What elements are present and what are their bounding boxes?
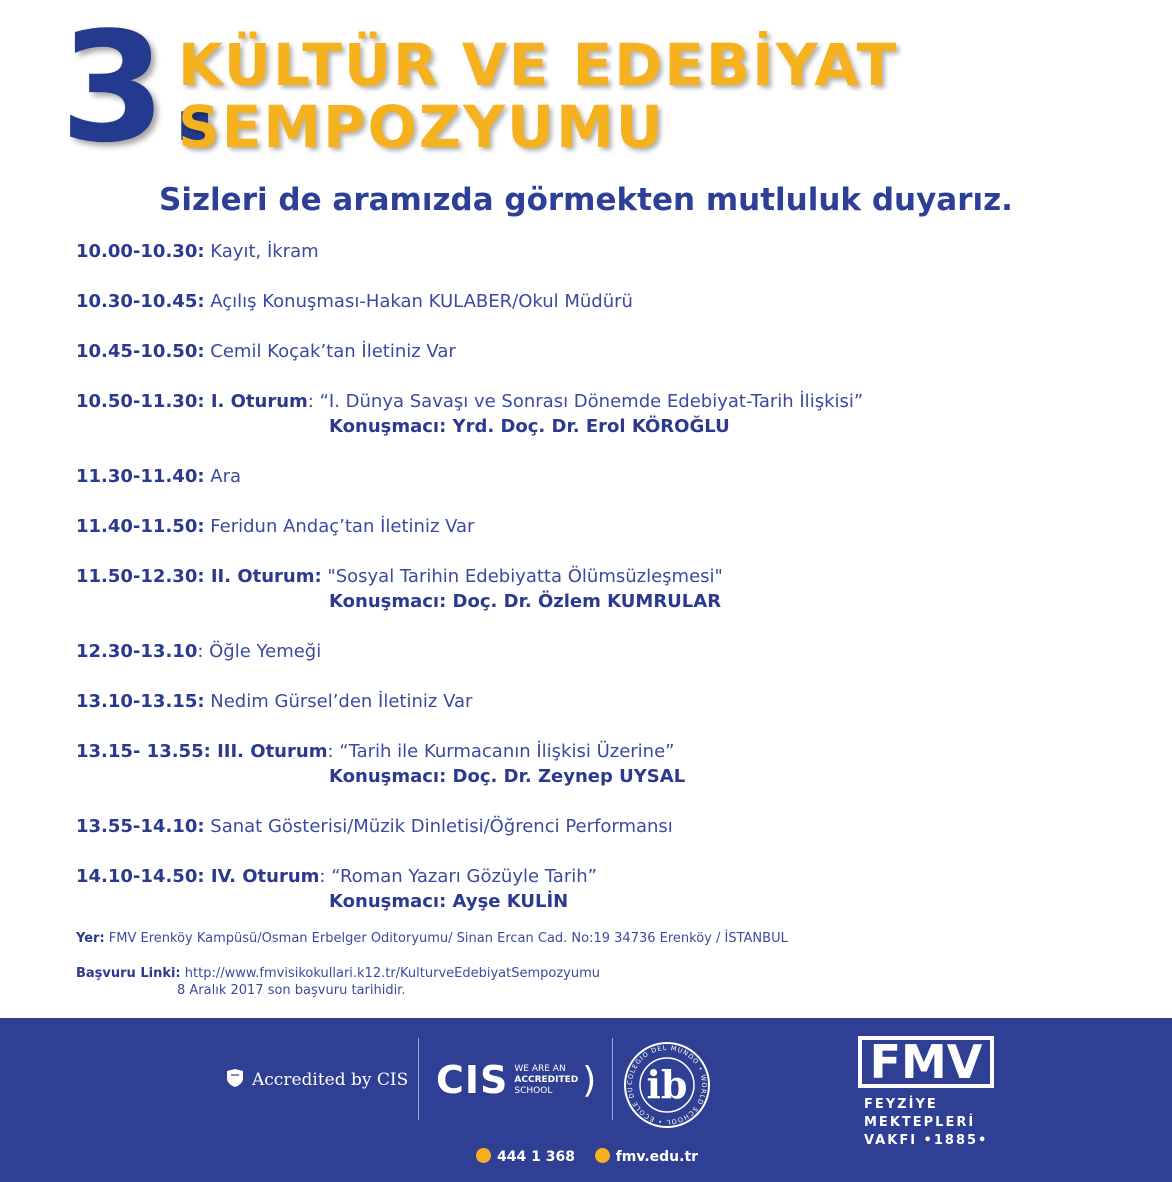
time: 12.30-13.10 xyxy=(76,641,198,662)
cis-accreditation xyxy=(226,1068,408,1090)
description: : “I. Dünya Savaşı ve Sonrası Dönemde Edebiyat-Tarih İlişkisi” xyxy=(307,391,864,412)
application-label: Başvuru Linki: xyxy=(76,966,181,981)
cis-small-line: ACCREDITED xyxy=(514,1074,579,1085)
cis-small-line: SCHOOL xyxy=(514,1085,553,1096)
speaker: Konuşmacı: Ayşe KULİN xyxy=(329,891,569,912)
symposium-number: 3. xyxy=(60,0,224,176)
cis-logo-text: CIS xyxy=(436,1058,509,1102)
website[interactable]: fmv.edu.tr xyxy=(615,1149,699,1165)
program-item xyxy=(76,563,1136,638)
cis-logo-small xyxy=(514,1064,578,1097)
program-item xyxy=(76,638,1136,688)
fmv-name-line: FEYZİYE xyxy=(864,1097,938,1112)
time: 13.55-14.10: xyxy=(76,816,205,837)
time: 11.50-12.30: xyxy=(76,566,205,587)
description: : “Tarih ile Kurmacanın İlişkisi Üzerine” xyxy=(327,741,675,762)
fmv-logo xyxy=(858,1036,994,1150)
ib-ring-text: COLEGIO DEL MUNDO • WORLD SCHOOL • ÉCOLE DU xyxy=(625,1043,709,1127)
time: 10.50-11.30: xyxy=(76,391,205,412)
description: "Sosyal Tarihin Edebiyatta Ölümsüzleşmesi" xyxy=(321,566,723,587)
title-line-1: KÜLTÜR VE EDEBİYAT xyxy=(178,31,899,99)
program-item xyxy=(76,513,1136,563)
application-link[interactable]: http://www.fmvisikokullari.k12.tr/KulturveEdebiyatSempozyumu xyxy=(180,966,601,981)
ib-logo xyxy=(622,1040,712,1134)
description: Sanat Gösterisi/Müzik Dinletisi/Öğrenci Performansı xyxy=(204,816,673,837)
description: : Öğle Yemeği xyxy=(197,641,322,662)
contact-info xyxy=(476,1148,698,1165)
web-icon xyxy=(595,1148,610,1163)
fmv-logo-box xyxy=(858,1036,994,1088)
subtitle: Sizleri de aramızda görmekten mutluluk duyarız. xyxy=(159,182,1013,218)
description: Kayıt, İkram xyxy=(204,241,319,262)
program-list xyxy=(76,238,1136,938)
cis-small-line: WE ARE AN xyxy=(514,1063,566,1074)
location-text: FMV Erenköy Kampüsü/Osman Erbelger Oditoryumu/ Sinan Ercan Cad. No:19 34736 Erenköy / İSTANBUL xyxy=(104,931,788,946)
time: 10.30-10.45: xyxy=(76,291,205,312)
time: 14.10-14.50: xyxy=(76,866,205,887)
cis-text: Accredited by CIS xyxy=(252,1070,409,1090)
session-label: III. Oturum xyxy=(210,741,328,762)
session-label: II. Oturum: xyxy=(204,566,322,587)
program-item xyxy=(76,863,1136,938)
time: 13.15- 13.55: xyxy=(76,741,211,762)
description: Cemil Koçak’tan İletiniz Var xyxy=(204,341,456,362)
description: Nedim Gürsel’den İletiniz Var xyxy=(204,691,473,712)
program-item xyxy=(76,738,1136,813)
time: 10.45-10.50: xyxy=(76,341,205,362)
divider xyxy=(418,1038,419,1120)
ib-world-school-icon xyxy=(622,1040,712,1130)
description: Ara xyxy=(204,466,242,487)
description: Feridun Andaç’tan İletiniz Var xyxy=(204,516,475,537)
cis-paren: ) xyxy=(582,1059,597,1101)
speaker: Konuşmacı: Doç. Dr. Özlem KUMRULAR xyxy=(329,591,722,612)
speaker: Konuşmacı: Yrd. Doç. Dr. Erol KÖROĞLU xyxy=(329,416,730,437)
time: 10.00-10.30: xyxy=(76,241,205,262)
location xyxy=(76,931,788,946)
program-item xyxy=(76,338,1136,388)
ib-letters: ib xyxy=(646,1062,688,1107)
fmv-name-line: VAKFI •1885• xyxy=(864,1133,989,1148)
divider xyxy=(612,1038,613,1120)
fmv-letters: FMV xyxy=(869,1035,983,1089)
speaker: Konuşmacı: Doç. Dr. Zeynep UYSAL xyxy=(329,766,686,787)
location-label: Yer: xyxy=(76,931,105,946)
footer xyxy=(0,1018,1172,1182)
cis-logo xyxy=(436,1058,596,1102)
program-item xyxy=(76,388,1136,463)
phone-icon xyxy=(476,1148,491,1163)
title-line-2: SEMPOZYUMU xyxy=(178,93,665,161)
phone-number[interactable]: 444 1 368 xyxy=(497,1149,575,1165)
description: : “Roman Yazarı Gözüyle Tarih” xyxy=(319,866,597,887)
description: Açılış Konuşması-Hakan KULABER/Okul Müdürü xyxy=(204,291,633,312)
shield-icon xyxy=(226,1068,244,1088)
program-item xyxy=(76,288,1136,338)
session-label: I. Oturum xyxy=(204,391,308,412)
program-item xyxy=(76,813,1136,863)
session-label: IV. Oturum xyxy=(204,866,320,887)
program-item xyxy=(76,688,1136,738)
program-item xyxy=(76,238,1136,288)
application-deadline: 8 Aralık 2017 son başvuru tarihidir. xyxy=(177,983,406,998)
time: 11.30-11.40: xyxy=(76,466,205,487)
fmv-name-line: MEKTEPLERİ xyxy=(864,1115,976,1130)
fmv-name xyxy=(864,1096,994,1150)
application-info xyxy=(76,965,600,999)
time: 13.10-13.15: xyxy=(76,691,205,712)
time: 11.40-11.50: xyxy=(76,516,205,537)
program-item xyxy=(76,463,1136,513)
